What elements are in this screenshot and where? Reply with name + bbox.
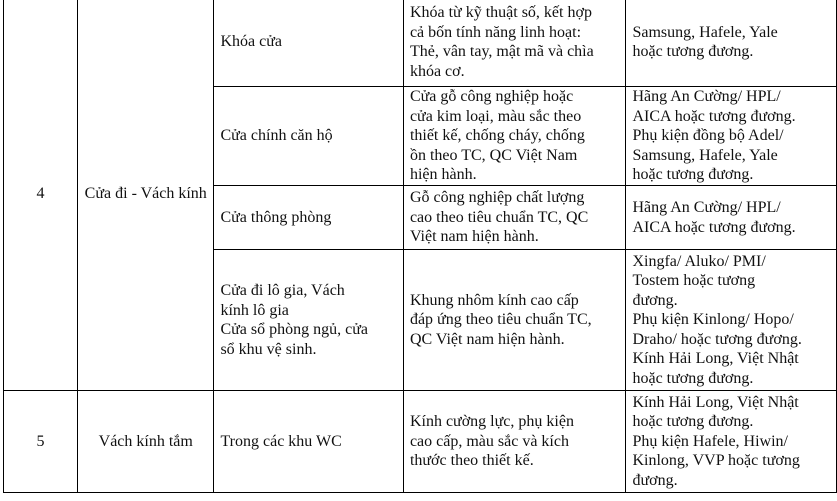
text-line: Cửa gỗ công nghiệp hoặc [409,88,574,106]
text-line: đương. [632,291,678,309]
text-line: kính lô gia [220,301,289,319]
text-line: Hãng An Cường/ HPL/ [632,199,781,216]
text-line: Samsung, Hafele, Yale [632,23,778,41]
description-cell [403,87,626,186]
text-line: cửa kim loại, màu sắc theo [409,107,582,125]
text-line: hiện hành. [409,166,477,184]
text-line: hoặc tương đương. [632,413,754,431]
text-line: Cửa đi lô gia, Vách [220,282,345,299]
text-line: Phụ kiện Kinlong/ Hopo/ [632,311,794,329]
text-line: Trong các khu WC [220,432,342,450]
text-line: AICA hoặc tương đương. [632,218,796,236]
text-line: hoặc tương đương. [632,43,754,60]
text-line: thiết kế, chống cháy, chống [409,127,585,145]
item-cell [214,250,403,391]
text-line: Khung nhôm kính cao cấp [409,291,579,309]
text-line: Tostem hoặc tương [632,272,756,290]
text-line: QC Việt nam hiện hành. [409,330,565,348]
text-line: Gỗ công nghiệp chất lượng [409,189,585,207]
text-line: ồn theo TC, QC Việt Nam [409,146,578,164]
row-number-cell: 4 [4,0,78,391]
text-line: AICA hoặc tương đương. [632,107,796,125]
row-number-cell: 5 [4,391,78,493]
brand-cell [626,0,837,87]
description-cell [403,250,626,391]
item-cell [214,0,403,87]
text-line: đương. [632,471,678,489]
text-line: cao cấp, màu sắc và kích [409,432,569,450]
item-cell [214,87,403,186]
text-line: cao theo tiêu chuẩn TC, QC [409,208,589,226]
item-cell [214,391,403,493]
description-cell [403,391,626,493]
text-line: Việt nam hiện hành. [409,228,539,246]
text-line: sổ khu vệ sinh. [220,340,317,358]
category-cell: Cửa đi - Vách kính [78,0,214,391]
text-line: Khóa từ kỹ thuật số, kết hợp [409,4,592,21]
text-line: Kính cường lực, phụ kiện [409,413,574,431]
text-line: Kính Hải Long, Việt Nhật [632,393,799,411]
text-line: đáp ứng theo tiêu chuẩn TC, [409,311,592,329]
text-line: hoặc tương đương. [632,369,754,387]
text-line: Samsung, Hafele, Yale [632,146,778,164]
brand-cell [626,250,837,391]
table-row [4,391,837,493]
text-line: Thẻ, vân tay, mật mã và chìa [409,43,594,60]
brand-cell [626,391,837,493]
text-line: Xingfa/ Aluko/ PMI/ [632,252,766,270]
text-line: thước theo thiết kế. [409,452,534,470]
description-cell [403,0,626,87]
text-line: Phụ kiện Hafele, Hiwin/ [632,432,788,450]
text-line: Kinlong, VVP hoặc tương [632,452,800,470]
spec-table [3,0,837,493]
text-line: Cửa sổ phòng ngủ, cửa [220,321,368,338]
description-cell [403,186,626,250]
brand-cell [626,186,837,250]
brand-cell [626,87,837,186]
text-line: khóa cơ. [409,62,465,80]
text-line: Cửa thông phòng [220,208,332,226]
text-line: Hãng An Cường/ HPL/ [632,88,781,106]
text-line: Khóa cửa [220,33,282,51]
text-line: Phụ kiện đồng bộ Adel/ [632,127,784,145]
text-line: cả bốn tính năng linh hoạt: [409,23,582,41]
table-row [4,0,837,87]
text-line: Kính Hải Long, Việt Nhật [632,350,799,368]
text-line: Draho/ hoặc tương đương. [632,330,802,348]
item-cell [214,186,403,250]
category-cell: Vách kính tắm [78,391,214,493]
text-line: hoặc tương đương. [632,166,754,184]
text-line: Cửa chính căn hộ [220,127,333,145]
